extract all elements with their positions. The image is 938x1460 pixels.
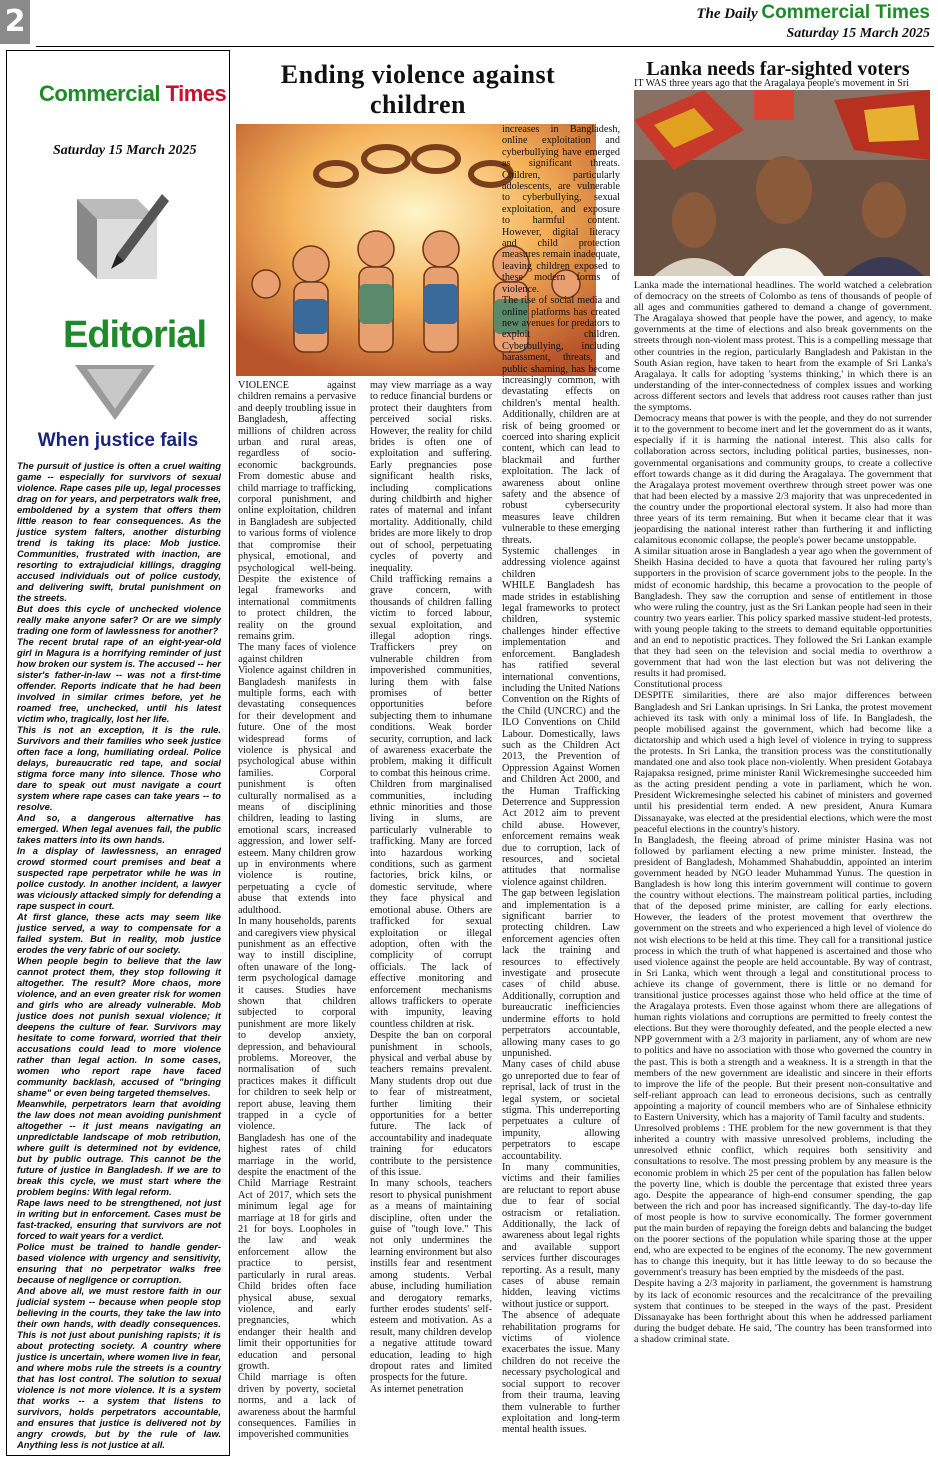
article-paragraph: Lanka made the international headlines. The world watched a celebration of democracy on the streets of Colombo as tens of thousands of people of all ages and communities gathered to demand a change of government. The Aragalaya showed that people have the power, and agency, to make governments at the time of elections and also break governments on the streets through non-violent mass protest. This is a compelling message that other countries in the region, particularly Bangladesh and Pakistan in the South Asian region, have taken to heart from the example of Sri Lanka's Aragalaya. It calls for adopting 'systems thinking,' in which there is an understanding of the inter-connectedness of complex issues and working across different sectors and levels that address root causes rather than just the symptoms.	[634, 280, 932, 414]
editorial-paragraph: Police must be trained to handle gender-based violence with urgency and sensitivity, ensuring that no perpetrator walks free because of negligence or corruption.	[17, 1241, 221, 1285]
header-rule	[36, 46, 934, 47]
article-title: Ending violence against children	[280, 60, 556, 119]
masthead-name: Commercial Times	[761, 2, 930, 23]
editorial-paragraph: And so, a dangerous alternative has emerged. When legal avenues fail, the public takes matters into its own hands.	[17, 812, 221, 845]
article-paragraph: In Bangladesh, the fleeing abroad of prime minister Hasina was not followed by parliament electing a new prime minister. Instead, the president of Bangladesh, Mohammed Shahabuddin, appointed an interim government headed by NGO leader Muhammad Yunus. The question in Bangladesh is how long this interim government will continue to govern the country without elections. The mainstream political parties, including that of the deposed prime minister, are calling for early elections. However, the leaders of the protest movement that overthrew the government on the streets and who experienced a high level of violence do not wish elections to be held at this time. They call for a transitional justice process in which the truth of what happened is ascertained and those who used violence against the people are held accountable. By way of contrast, in Sri Lanka, which went through a legal and constitutional process to achieve its change of government, there is little or no demand for transitional justice processes against those who held office at the time of the Aragalaya protests. Even those against whom there are allegations of human rights violations and corruptions are permitted to freely contest the elections. But they were thoroughly defeated, and the people elected a new NPP government with a 2/3 majority in parliament, any of whom are new to politics and have no association with those who governed the country in the past. This is both a strength and a weakness. It is a strength in that the members of the new government are idealistic and sincere in their efforts to improve the life of the people. But their present non-consultative and self-reliant approach can lead to erroneous decisions, such as centrally appointing a majority of council members who are of Sinhalese ethnicity to Eastern University, which has a majority of Tamil faculty and students.	[634, 834, 932, 1124]
article-paragraph: may view marriage as a way to reduce financial burdens or protect their daughters from perceived social risks. However, the reality for child brides is often one of exploitation and suffering. Early pregnancies pose significant health risks, including complications during childbirth and higher rates of maternal and infant mortality. Additionally, child brides are more likely to drop out of school, perpetuating cycles of poverty and inequality.	[370, 380, 492, 574]
page-number: 2	[0, 0, 30, 44]
editorial-column	[6, 50, 230, 1456]
article-paragraph: The rise of social media and online platforms has created new avenues for predators to exploit children. Cyberbullying, including harassment, threats, and public shaming, has become increasingly common, with devastating effects on children's mental health. Additionally, children are at risk of being groomed or coerced into sharing explicit content, which can lead to blackmail and further exploitation. The lack of awareness about online safety and the absence of robust cybersecurity measures leave children vulnerable to these emerging threats.	[502, 295, 620, 546]
article-paragraph: DESPITE similarities, there are also major differences between Bangladesh and Sri Lankan uprisings. In Sri Lanka, the protest movement achieved its task with only a minimal loss of life. In Bangladesh, the people mobilised against the government, which had become like a dictatorship and which used a high level of violence in trying to suppress the protests. In Sri Lanka, the transition process was the constitutionally mandated one and also took place non-violently. When president Gotabaya Rajapaksa resigned, prime minister Ranil Wickremesinghe succeeded him as the acting president pending a vote in parliament, which he won. President Wickremesinghe selected his cabinet of ministers and governed until his presidential term ended. A new president, Anura Kumara Dissanayake, was elected at the presidential elections, which were the most peaceful elections in the country's history.	[634, 690, 932, 835]
article-subhead: Constitutional process	[634, 679, 723, 691]
article-paragraph: In many communities, victims and their families are reluctant to report abuse due to fear of social ostracism or retaliation. Additionally, the lack of awareness about legal rights and available support services further discourages reporting. As a result, many cases of abuse remain hidden, leaving victims without justice or support.	[502, 1161, 620, 1310]
article-paragraph: Children from marginalised communities, including ethnic minorities and those living in slums, are particularly vulnerable to trafficking. Many are forced into hazardous working conditions, such as garment factories, brick kilns, or domestic servitude, where they face physical and emotional abuse. Others are trafficked for sexual exploitation or illegal adoption, often with the complicity of corrupt officials. The lack of effective monitoring and enforcement mechanisms allows traffickers to operate with impunity, leaving countless children at risk.	[370, 779, 492, 1030]
editorial-date: Saturday 15 March 2025	[53, 143, 197, 158]
down-arrow-icon	[75, 365, 155, 425]
logo-times: Times	[165, 81, 227, 106]
editorial-paragraph: At first glance, these acts may seem like justice served, a way to compensate for a failed system. But in reality, mob justice erodes the very fabric of our society.	[17, 911, 221, 955]
masthead-prefix: The Daily	[696, 6, 758, 22]
editorial-paragraph: The recent brutal rape of an eight-year-old girl in Magura is a horrifying reminder of just how broken our system is. The accused -- her sister's father-in-law -- was not a first-time offender. Reports indicate that he had been involved in similar crimes before, yet he roamed free, unchecked, until his latest victim who, tragically, lost her life.	[17, 636, 221, 724]
article-paragraph: Many cases of child abuse go unreported due to fear of reprisal, lack of trust in the legal system, or societal stigma. This underreporting perpetuates a culture of impunity, allowing perpetrators to escape accountability.	[502, 1059, 620, 1162]
logo-commercial: Commercial	[39, 81, 160, 106]
article-paragraph: VIOLENCE against children remains a pervasive and deeply troubling issue in Bangladesh, affecting millions of children across urban and rural areas, regardless of socio-economic backgrounds. From domestic abuse and child marriage to trafficking, corporal punishment, and online exploitation, children in Bangladesh are subjected to various forms of violence that compromise their physical, emotional, and psychological well-being. Despite the existence of legal frameworks and international commitments to protect children, the reality on the ground remains grim.	[238, 380, 356, 642]
article-subhead: Systemic challenges in addressing violence against children	[502, 546, 620, 580]
editorial-headline: When justice fails	[37, 430, 199, 451]
article1-column-3	[502, 124, 620, 1450]
article-paragraph: As internet penetration	[370, 1383, 464, 1395]
article-paragraph: Violence against children in Bangladesh manifests in multiple forms, each with devastating consequences for their development and future. One of the most widespread forms of violence is physical and psychological abuse within families. Corporal punishment is often culturally normalised as a means of disciplining children, leading to lasting emotional scars, increased aggression, and lower self-esteem. Many children grow up in environments where violence is routine, perpetuating a cycle of abuse that extends into adulthood.	[238, 665, 356, 916]
article-paragraph: Child marriage is often driven by poverty, societal norms, and a lack of awareness about the harmful consequences. Families in impoverished communities	[238, 1372, 356, 1441]
article-paragraph: Unresolved problems : THE problem for the new government is that they inherited a country with massive unresolved problems, including the unresolved ethnic conflict, which requires both sensitivity and consultations to resolve. The most pressing problem by any measure is the economic problem in which 25 per cent of the population has fallen below the poverty line, which is double the percentage that existed three years ago. Despite the appearance of high-end consumer spending, the gap between the rich and poor has increased significantly. The day-to-day life of most people is how to survive economically. The former government put the main burden of repaying the foreign debts and balancing the budget on the poorer sections of the population while sparing those at the upper end, who are expected to be engines of the economy. The new government has to change this inequity, but it has little leeway to do so because the government's treasury has been emptied by the misdeeds of the past.	[634, 1123, 932, 1279]
editorial-paragraph: The pursuit of justice is often a cruel waiting game -- especially for survivors of sexual violence. Rape cases pile up, legal processes drag on for years, and perpetrators walk free, emboldened by a system that offers them little reason to fear consequences. As the justice system falters, another disturbing trend is taking its place: Mob justice. Communities, frustrated with inaction, are resorting to extrajudicial killings, dragging accused individuals out of police custody, and delivering swift, brutal punishment on the streets.	[17, 460, 221, 603]
editorial-paragraph: This is not an exception, it is the rule. Survivors and their families who seek justice often face a long, humiliating ordeal. Police delays, bureaucratic red tape, and social stigma force many into silence. Those who dare to speak out must navigate a court system where rape cases can take years -- to resolve.	[17, 724, 221, 812]
article-paragraph: Bangladesh has one of the highest rates of child marriage in the world, despite the enactment of the Child Marriage Restraint Act of 2017, which sets the minimum legal age for marriage at 18 for girls and 21 for boys. Loopholes in the law and weak enforcement allow the practice to persist, particularly in rural areas. Child brides often face physical abuse, sexual violence, and early pregnancies, which endanger their health and limit their opportunities for education and personal growth.	[238, 1132, 356, 1372]
article-paragraph: In many schools, teachers resort to physical punishment as a means of maintaining discipline, often under the guise of "tough love." This not only undermines the learning environment but also instills fear and resentment among students. Verbal abuse, including humiliation and derogatory remarks, further erodes students' self-esteem and motivation. As a result, many children develop a negative attitude toward education, leading to high dropout rates and limited prospects for the future.	[370, 1178, 492, 1384]
article-paragraph: WHILE Bangladesh has made strides in establishing legal frameworks to protect children, systemic challenges hinder effective implementation and enforcement. Bangladesh has ratified several international conventions, including the United Nations Convention on the Rights of the Child (UNCRC) and the ILO Conventions on Child Labour. Domestically, laws such as the Children Act 2013, the Prevention of Oppression Against Women and Children Act 2000, and the Human Trafficking Deterrence and Suppression Act 2012 aim to prevent child abuse. However, enforcement remains weak due to corruption, lack of resources, and societal attitudes that normalise violence against children.	[502, 580, 620, 888]
article2-title: Lanka needs far-sighted voters	[646, 58, 910, 80]
editorial-section-title: Editorial	[63, 314, 207, 356]
article-subhead: The many faces of violence against children	[238, 642, 356, 665]
editorial-body	[17, 460, 221, 1450]
editorial-paragraph: When people begin to believe that the law cannot protect them, they stop following it altogether. The result? More chaos, more violence, and an even greater risk for women and girls who are already vulnerable. Mob justice does not punish sexual violence; it deepens the culture of fear. Survivors may hesitate to come forward, worried that their accusations could lead to more violence rather than legal action. In some cases, women who report rape have faced community backlash, accused of "bringing shame" or even being targeted themselves.	[17, 955, 221, 1098]
masthead-brand	[696, 2, 930, 24]
editorial-paragraph: Rape laws need to be strengthened, not just in writing but in enforcement. Cases must be fast-tracked, ensuring that survivors are not forced to wait years for a verdict.	[17, 1197, 221, 1241]
article-paragraph: The gap between legislation and implementation is a significant barrier to protecting children. Law enforcement agencies often lack the training and resources to effectively investigate and prosecute cases of child abuse. Additionally, corruption and bureaucratic inefficiencies undermine efforts to hold perpetrators accountable, allowing many cases to go unpunished.	[502, 888, 620, 1059]
article-paragraph: increases in Bangladesh, online exploitation and cyberbullying have emerged as significant threats. Children, particularly adolescents, are vulnerable to cyberbullying, sexual exploitation, and exposure to harmful content. However, digital literacy and child protection measures remain inadequate, leaving children exposed to these modern forms of violence.	[502, 124, 620, 295]
editorial-paragraph: In a display of lawlessness, an enraged crowd stormed court premises and beat a suspected rape perpetrator while he was in police custody. In another incident, a lawyer was viciously attacked simply for defending a rape suspect in court.	[17, 845, 221, 911]
protest-photo	[634, 90, 930, 276]
article2-body	[634, 280, 932, 1455]
article1-column-1	[238, 380, 356, 1450]
article-paragraph: Despite the ban on corporal punishment in schools, physical and verbal abuse by teachers remains prevalent. Many students drop out due to fear of mistreatment, further limiting their opportunities for a better future. The lack of accountability and inadequate training for educators contribute to the persistence of this issue.	[370, 1030, 492, 1179]
article2-lead: IT WAS three years ago that the Aragalaya people's movement in Sri	[634, 78, 909, 89]
editorial-paragraph: And above all, we must restore faith in our judicial system -- because when people stop believing in the courts, they take the law into their own hands, with deadly consequences. This is not just about punishing rapists; it is about protecting society. A country where justice is uncertain, where women live in fear, and where mobs rule the streets is a country that has lost control. The solution to sexual violence is not more violence. It is a system that works -- a system that listens to survivors, holds perpetrators accountable, and ensures that justice is delivered not by angry crowds, but by the rule of law. Anything less is not justice at all.	[17, 1285, 221, 1450]
masthead-date: Saturday 15 March 2025	[786, 26, 930, 41]
article-paragraph: Child trafficking remains a grave concern, with thousands of children falling victim to forced labour, sexual exploitation, and illegal adoption rings. Traffickers prey on vulnerable children from impoverished communities, luring them with false promises of better opportunities before subjecting them to inhumane conditions. Weak border security, corruption, and lack of awareness exacerbate the problem, making it difficult to combat this heinous crime.	[370, 573, 492, 779]
article-paragraph: In many households, parents and caregivers view physical punishment as an effective way to instill discipline, often unaware of the long-term psychological damage it causes. Studies have shown that children subjected to corporal punishment are more likely to develop anxiety, depression, and behavioural problems. Moreover, the normalisation of such practices makes it difficult for children to seek help or report abuse, leaving them trapped in a cycle of violence.	[238, 916, 356, 1133]
article1-column-2	[370, 380, 492, 1450]
editorial-logo	[39, 81, 229, 107]
article-paragraph: Democracy means that power is with the people, and they do not surrender it to the government to become inert and let the government do as it wants, especially if it is harming the national interest. This also calls for collaboration across sectors, including political parties, businesses, non-governmental organisations and community groups, to create a collective effort towards change as it did during the Aragalaya. The government that the Aragalaya protest movement overthrew through street power was one that had been elected by a massive 2/3 majority that was unprecedented in the country under the proportional electoral system. It also had more than three years of its term remaining. But when it became clear that it was jeopardising the national interest rather than furthering it and inflicting calamitous economic collapse, the people's power became unstoppable.	[634, 413, 932, 547]
article-paragraph: A similar situation arose in Bangladesh a year ago when the government of Sheikh Hasina decided to have a quota that favoured her ruling party's supporters in the provision of scarce government jobs to the people. In the midst of economic hardship, this became a provocation to the people of Bangladesh. They saw the corruption and sense of entitlement in those who were ruling the country, just as the Sri Lankan people had seen in their country two years earlier. This policy sparked massive student-led protests, with young people taking to the streets to demand equitable opportunities and an end to nepotistic practices. They followed the Sri Lankan example that they had seen on the television and social media to overthrow a government that had won the last election but was not delivering the results it had promised.	[634, 546, 932, 680]
article-paragraph: Despite having a 2/3 majority in parliament, the government is hamstrung by its lack of economic resources and the recalcitrance of the prevailing system that continues to be steeped in the ways of the past. President Dissanayake has been forthright about this when he addressed parliament during the budget debate. He said, 'The country has been transformed into a shadow criminal state.	[634, 1278, 932, 1345]
pen-icon	[67, 179, 177, 289]
editorial-paragraph: But does this cycle of unchecked violence really make anyone safer? Or are we simply trading one form of lawlessness for another?	[17, 603, 221, 636]
masthead	[696, 2, 930, 42]
editorial-paragraph: Meanwhile, perpetrators learn that avoiding the law does not mean avoiding punishment altogether -- it just means navigating an unpredictable landscape of mob retribution, where guilt is determined not by evidence, but by public outrage. This cannot be the future of justice in Bangladesh. If we are to break this cycle, we must start where the problem begins: With legal reform.	[17, 1098, 221, 1197]
article-paragraph: The absence of adequate rehabilitation programs for victims of violence exacerbates the issue. Many children do not receive the necessary psychological and social support to recover from their trauma, leaving them vulnerable to further exploitation and long-term mental health issues.	[502, 1310, 620, 1436]
